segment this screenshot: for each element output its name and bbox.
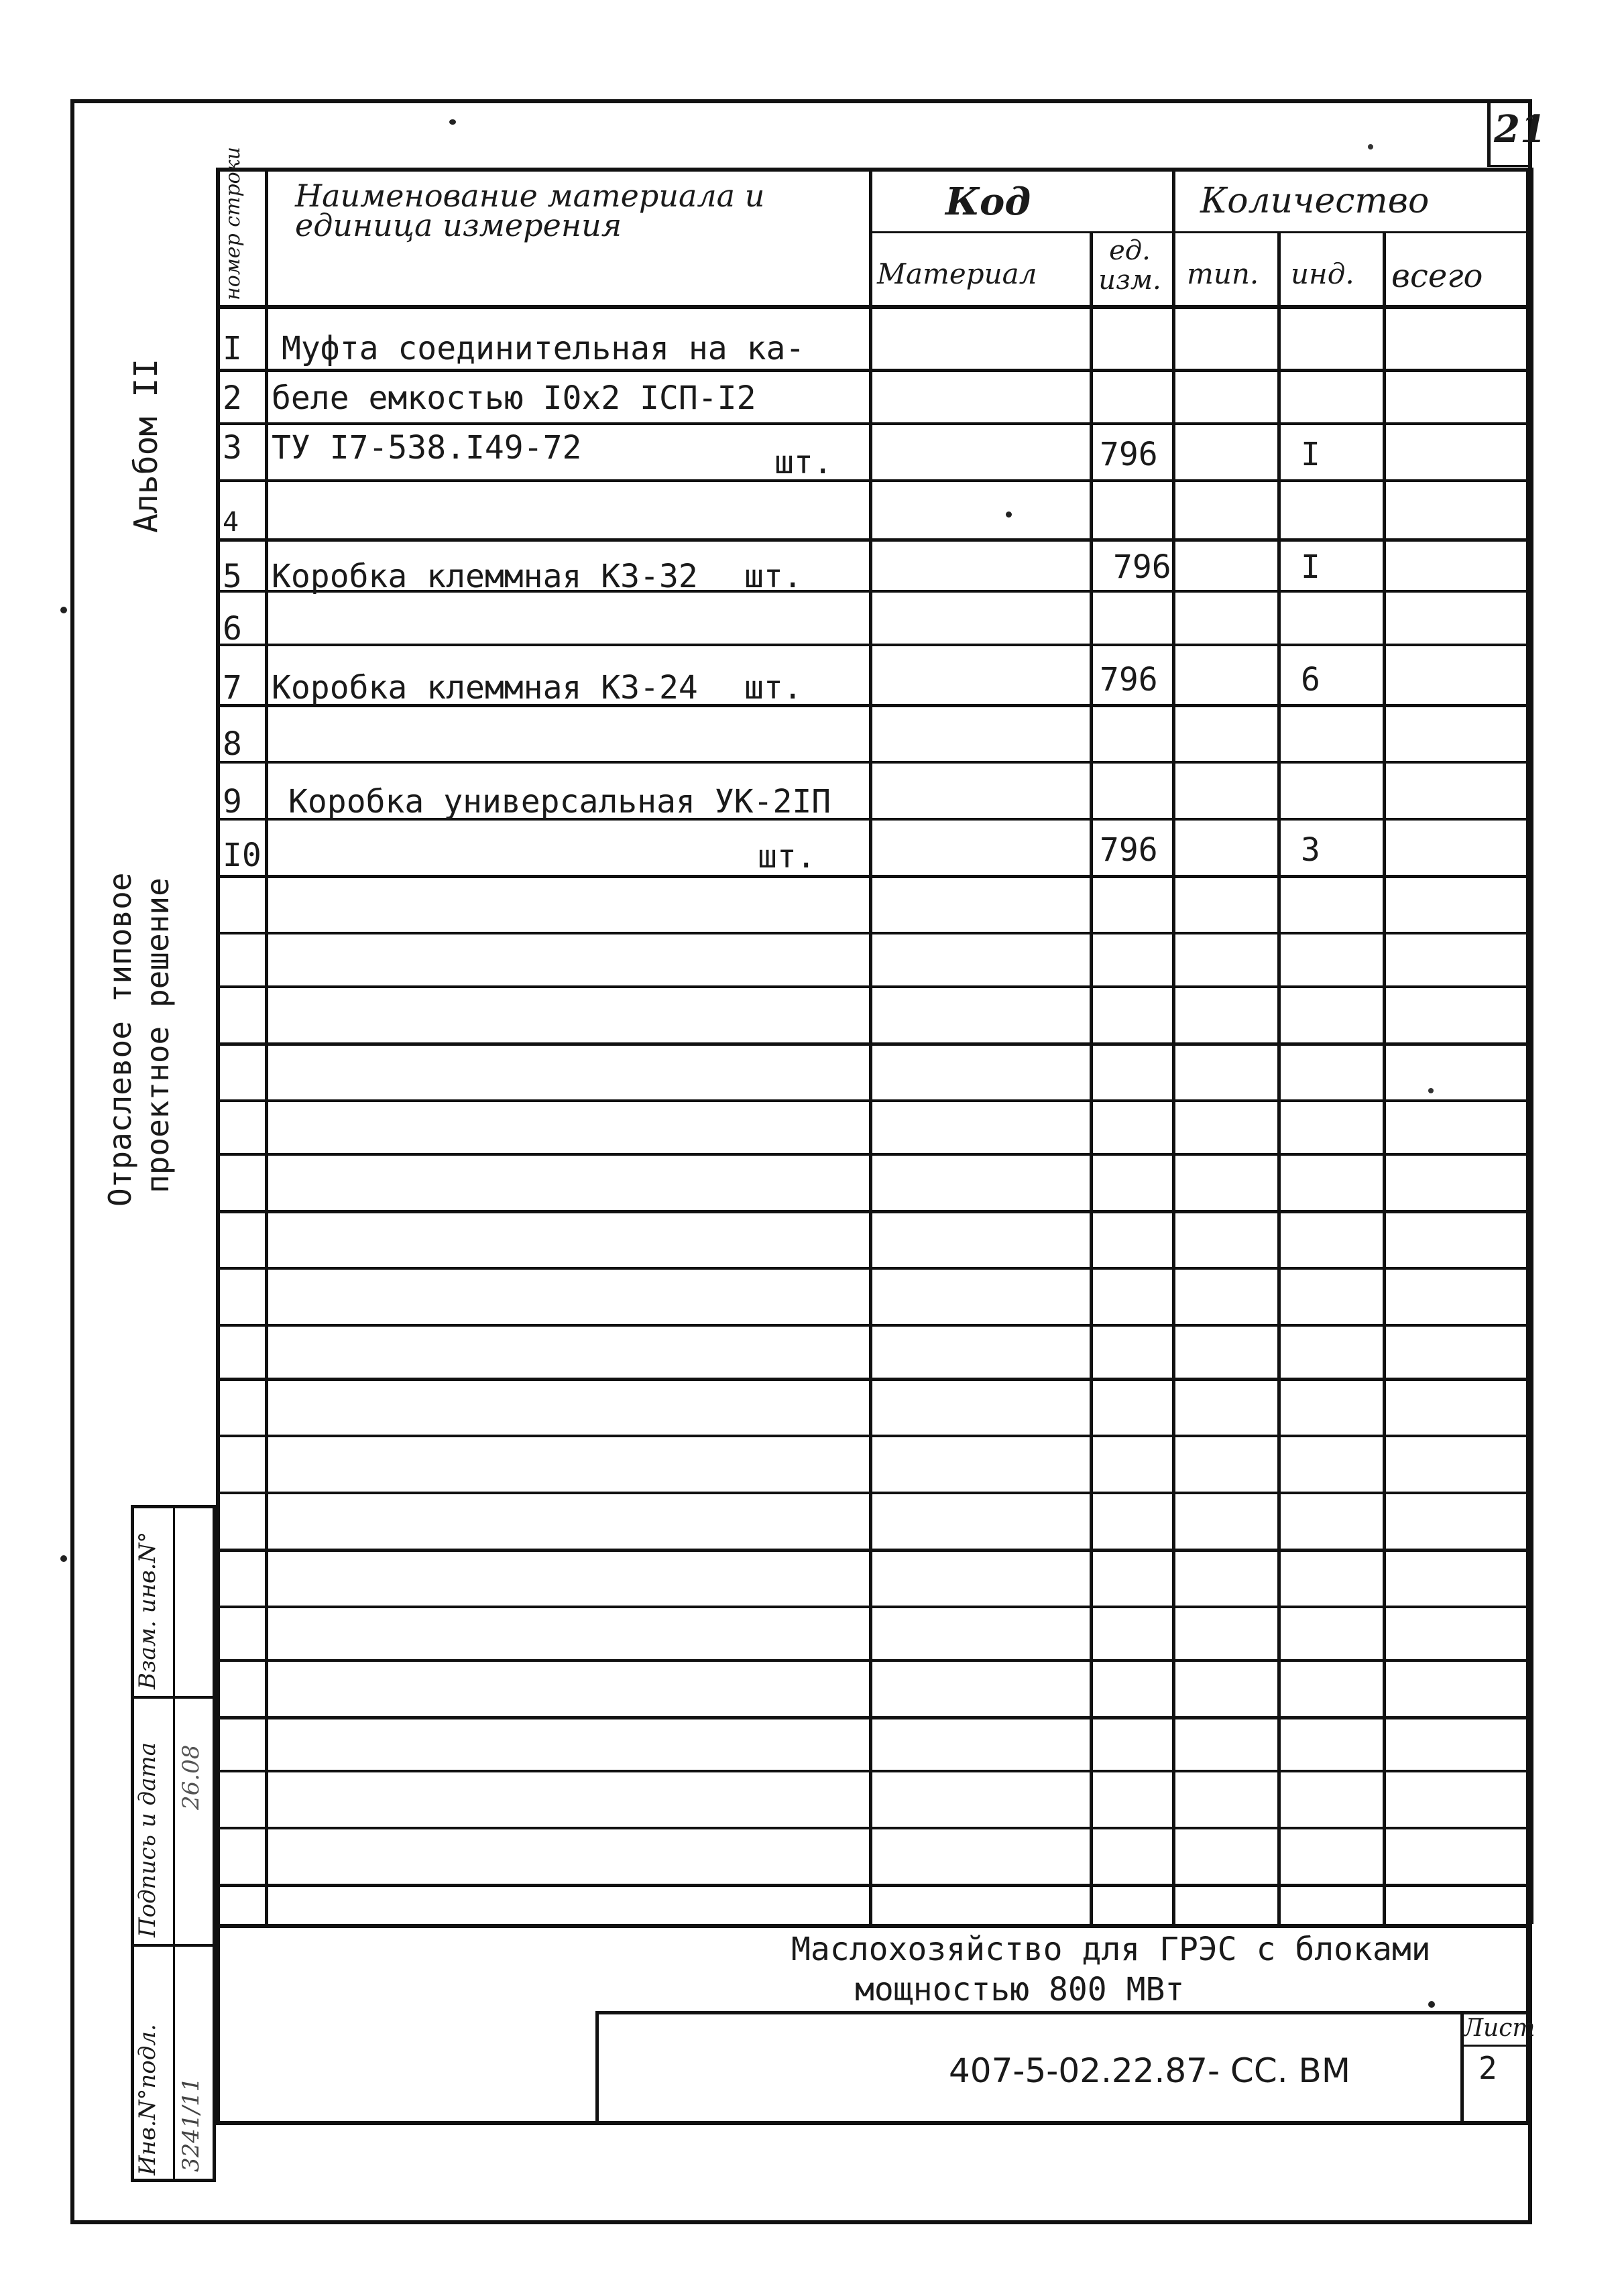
table-row-line [216, 1884, 1530, 1887]
scan-speck [60, 1555, 67, 1562]
stamp-date-value: 26.08 [178, 1744, 205, 1810]
row-1-text: Муфта соединительная на ка- [282, 330, 805, 367]
table-row-line [216, 761, 1530, 764]
table-row-line [216, 985, 1530, 988]
table-row-line [216, 932, 1530, 934]
table-row-line [216, 422, 1530, 425]
row-10-ind: 3 [1301, 831, 1320, 869]
header-typ: тип. [1187, 257, 1259, 290]
table-row-line [216, 1549, 1530, 1552]
table-row-line [216, 1716, 1530, 1719]
table-row-line [216, 1659, 1530, 1662]
row-5-unit-label: шт. [744, 558, 803, 595]
header-total: всего [1391, 257, 1483, 295]
title-block-mid-line [595, 2011, 1530, 2014]
table-row-line [216, 1042, 1530, 1046]
header-code: Код [945, 180, 1031, 224]
table-row-line [216, 1827, 1530, 1829]
stamp-replace-label: Взам. инв.N° [134, 1531, 161, 1689]
stamp-divider-2 [131, 1944, 216, 1947]
table-row-line [216, 1210, 1530, 1213]
document-code: 407-5-02.22.87- СС. ВМ [949, 2051, 1350, 2090]
col-line-typ [1277, 231, 1281, 1924]
row-5-text: Коробка клеммная КЗ-32 [272, 558, 698, 595]
row-7-ind: 6 [1301, 661, 1320, 699]
col-line-total [1530, 168, 1533, 1924]
row-10-number: I0 [223, 837, 262, 874]
row-10-unit-label: шт. [758, 838, 816, 875]
stamp-inv-label: Инв.N°подл. [134, 2024, 161, 2175]
table-row-line [216, 369, 1530, 372]
row-2-number: 2 [223, 379, 242, 417]
table-row-line [216, 479, 1530, 482]
title-block-top-line [216, 1924, 1530, 1928]
scan-speck [1428, 1088, 1434, 1093]
header-name: Наименование материала и единица измерения [295, 178, 765, 243]
scan-speck [1428, 2001, 1435, 2008]
table-row-line [216, 1099, 1530, 1102]
album-label: Альбом II [127, 358, 165, 533]
header-quantity: Количество [1200, 181, 1430, 221]
page-number-underline [1487, 165, 1532, 167]
header-row-number: номер строки [221, 147, 245, 300]
stamp-inv-value: 3241/11 [178, 2077, 205, 2172]
header-material: Материал [877, 257, 1037, 290]
stamp-sign-label: Подпись и дата [134, 1742, 161, 1937]
title-block-left-line [595, 2011, 599, 2125]
header-bottom-line [216, 305, 1530, 309]
col-line-ind [1383, 231, 1386, 1924]
row-9-number: 9 [223, 783, 242, 821]
table-row-line [216, 875, 1530, 878]
table-row-line [216, 1378, 1530, 1381]
scan-speck [1368, 144, 1373, 149]
row-8-number: 8 [223, 725, 242, 763]
header-sub-line [869, 231, 1530, 233]
row-6-number: 6 [223, 610, 242, 648]
row-3-unit-label: шт. [774, 444, 833, 481]
page-number-divider [1487, 99, 1491, 166]
solution-label-line2: проектное решение [139, 878, 176, 1193]
row-7-text: Коробка клеммная КЗ-24 [272, 669, 698, 707]
table-row-line [216, 1153, 1530, 1156]
row-3-number: 3 [223, 429, 242, 467]
table-row-line [216, 1770, 1530, 1772]
sheet-number: 2 [1478, 2050, 1497, 2086]
solution-label-line1: Отраслевое типовое [102, 872, 138, 1207]
row-3-ind: I [1301, 436, 1320, 473]
table-row-line [216, 644, 1530, 646]
table-row-line [216, 1606, 1530, 1608]
row-7-unit: 796 [1100, 661, 1158, 699]
row-4-number: 4 [223, 507, 239, 538]
table-row-line [216, 1435, 1530, 1437]
header-unit: ед. изм. [1098, 235, 1161, 296]
row-1-number: I [223, 330, 242, 367]
stamp-column-line [173, 1505, 175, 2182]
row-7-unit-label: шт. [744, 669, 803, 707]
row-10-unit: 796 [1100, 831, 1158, 869]
table-row-line [216, 1324, 1530, 1327]
row-3-text: ТУ I7-538.I49-72 [272, 429, 582, 467]
row-5-number: 5 [223, 558, 242, 595]
row-9-text: Коробка универсальная УК-2IП [288, 783, 831, 821]
sheet-box-mid-line [1460, 2045, 1530, 2047]
sheet-label: Лист [1463, 2014, 1535, 2042]
table-row-line [216, 1492, 1530, 1494]
stamp-divider-1 [131, 1696, 216, 1699]
row-2-text: беле емкостью I0x2 ICП-I2 [272, 379, 756, 417]
project-title-line2: мощностью 800 МВт [855, 1971, 1185, 2008]
project-title-line1: Маслохозяйство для ГРЭС с блоками [791, 1931, 1431, 1968]
scan-speck [60, 607, 67, 613]
page-number: 21 [1494, 107, 1546, 152]
row-3-unit: 796 [1100, 436, 1158, 473]
col-line-material [1090, 231, 1093, 1924]
table-row-line [216, 1267, 1530, 1270]
scan-speck [1006, 511, 1012, 518]
scan-speck [449, 119, 456, 125]
row-7-number: 7 [223, 669, 242, 707]
header-ind: инд. [1291, 257, 1354, 290]
row-5-ind: I [1301, 548, 1320, 586]
table-row-line [216, 538, 1530, 542]
row-5-unit: 796 [1113, 548, 1171, 586]
